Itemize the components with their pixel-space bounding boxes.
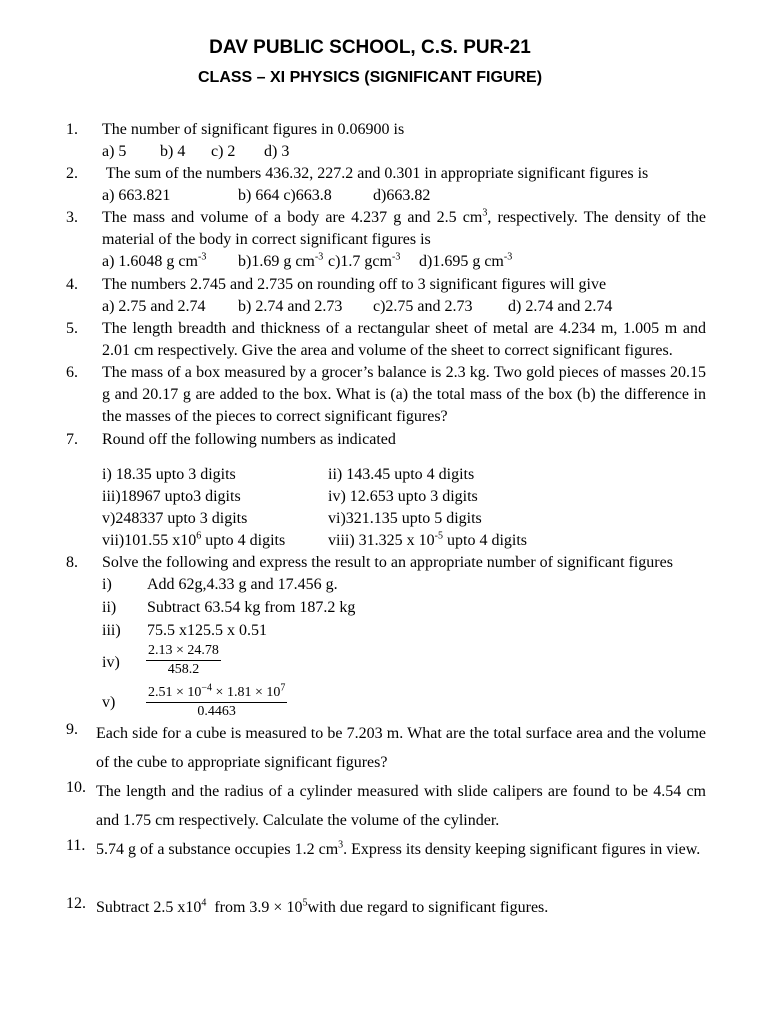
option-a: a) 2.75 and 2.74 (102, 298, 206, 315)
question-number: 11. (66, 837, 86, 854)
rounding-list (102, 464, 602, 552)
question-text: The number of significant figures in 0.06900 is (102, 121, 405, 138)
option-c: c) 2 (211, 143, 236, 160)
question-number: 4. (66, 276, 78, 293)
list-item: vi)321.135 upto 5 digits (328, 510, 482, 527)
question-number: 3. (66, 209, 78, 226)
question-options (102, 141, 706, 163)
option-c: c)1.7 gcm$^{-3}$ (328, 251, 401, 270)
list-item: iii)18967 upto3 digits (102, 488, 241, 505)
question-options (102, 296, 706, 318)
question-number: 2. (66, 165, 78, 182)
fraction: $\frac{2.13 \times 24.78}{458.2}$ (148, 643, 219, 677)
question-8 (66, 552, 706, 574)
option-b: b) 664 c)663.8 (238, 187, 332, 204)
worksheet-subject: CLASS – XI PHYSICS (SIGNIFICANT FIGURE) (197, 69, 543, 86)
option-b: b)1.69 g $cm^{-3}$ (238, 251, 324, 270)
question-text: The length and the radius of a cylinder measured with slide calipers are found to be 4.54 cm and 1.75 cm respectively. Calculate the volume of the cylinder. (96, 783, 706, 829)
question-7 (66, 429, 706, 451)
list-item: v)248337 upto 3 digits (102, 510, 248, 527)
option-d: d) 3 (264, 143, 290, 160)
subpart-iv: iv) $\frac{2.13 \times 24.78}{458.2}$ (102, 643, 219, 677)
subpart-v: v) $\frac{2.51 \times 10^{-4} \times 1.81 \times 10^7}{0.4463}$ (102, 682, 286, 719)
option-d: d)1.695 g $cm^{-3}$ (419, 251, 513, 270)
question-text: The length breadth and thickness of a rectangular sheet of metal are 4.234 m, 1.005 m and 2.01 cm respectively. Give the area and volume of the sheet to correct significant figures. (102, 320, 706, 359)
option-a: a) 5 (102, 143, 127, 160)
question-text: The numbers 2.745 and 2.735 on rounding off to 3 significant figures will give (102, 276, 607, 293)
question-text: The mass and volume of a body are 4.237 g and 2.5 $cm^3$, respectively. The density of the material of the body in correct significant figures is (102, 207, 707, 248)
list-item: i) 18.35 upto 3 digits (102, 466, 236, 483)
q8-subparts (102, 574, 602, 724)
question-3 (66, 207, 706, 273)
question-text: Solve the following and express the result to an appropriate number of significant figures (102, 554, 673, 571)
question-text: The sum of the numbers 436.32, 227.2 and 0.301 in appropriate significant figures is (102, 165, 649, 182)
question-text: Each side for a cube is measured to be 7.203 m. What are the total surface area and the volume of the cube to appropriate significant figures? (96, 725, 706, 771)
option-a: a) 1.6048 g $cm^{-3}$ (102, 251, 207, 270)
question-number: 9. (66, 721, 78, 738)
question-11 (66, 835, 706, 893)
question-number: 5. (66, 320, 78, 337)
option-c: c)2.75 and 2.73 (373, 298, 473, 315)
subpart-ii: ii) Subtract 63.54 kg from 187.2 kg (102, 599, 356, 616)
question-1 (66, 119, 706, 163)
question-number: 6. (66, 364, 78, 381)
question-text: 5.74 g of a substance occupies 1.2 $cm^3$. Express its density keeping significant figures in view. (96, 839, 701, 858)
option-a: a) 663.821 (102, 187, 171, 204)
list-item: ii) 143.45 upto 4 digits (328, 466, 475, 483)
option-b: b) 2.74 and 2.73 (238, 298, 343, 315)
question-number: 7. (66, 431, 78, 448)
list-item: viii) 31.325 x $10^{-5}$ upto 4 digits (328, 530, 528, 549)
question-number: 8. (66, 554, 78, 571)
option-d: d)663.82 (373, 187, 431, 204)
question-text: Round off the following numbers as indicated (102, 431, 396, 448)
question-9 (66, 719, 706, 777)
question-number: 1. (66, 121, 78, 138)
question-text: Subtract 2.5 $x10^4$ from $3.9 \times 10^5with$ due regard to significant figures. (96, 897, 549, 916)
question-2 (66, 163, 706, 207)
question-options (102, 251, 706, 273)
question-12 (66, 893, 706, 922)
question-6 (66, 362, 706, 428)
question-number: 10. (66, 779, 86, 796)
question-options (102, 185, 706, 207)
option-b: b) 4 (160, 143, 186, 160)
question-5 (66, 318, 706, 362)
fraction: $\frac{2.51 \times 10^{-4} \times 1.81 \times 10^7}{0.4463}$ (148, 682, 286, 719)
question-number: 12. (66, 895, 86, 912)
option-d: d) 2.74 and 2.74 (508, 298, 613, 315)
question-text: The mass of a box measured by a grocer’s balance is 2.3 kg. Two gold pieces of masses 20.15 g and 20.17 g are added to the box. What is (a) the total mass of the box (b) the difference in the masses of the pieces to correct significant figures? (102, 364, 706, 425)
school-title: DAV PUBLIC SCHOOL, C.S. PUR-21 (209, 37, 531, 58)
subpart-i: i) Add 62g,4.33 g and 17.456 g. (102, 576, 338, 593)
subpart-iii: iii) 75.5 x125.5 x 0.51 (102, 622, 267, 639)
question-10 (66, 777, 706, 835)
list-item: iv) 12.653 upto 3 digits (328, 488, 478, 505)
question-4 (66, 274, 706, 318)
list-item: vii)101.55 $x10^6$ upto 4 digits (102, 530, 286, 549)
